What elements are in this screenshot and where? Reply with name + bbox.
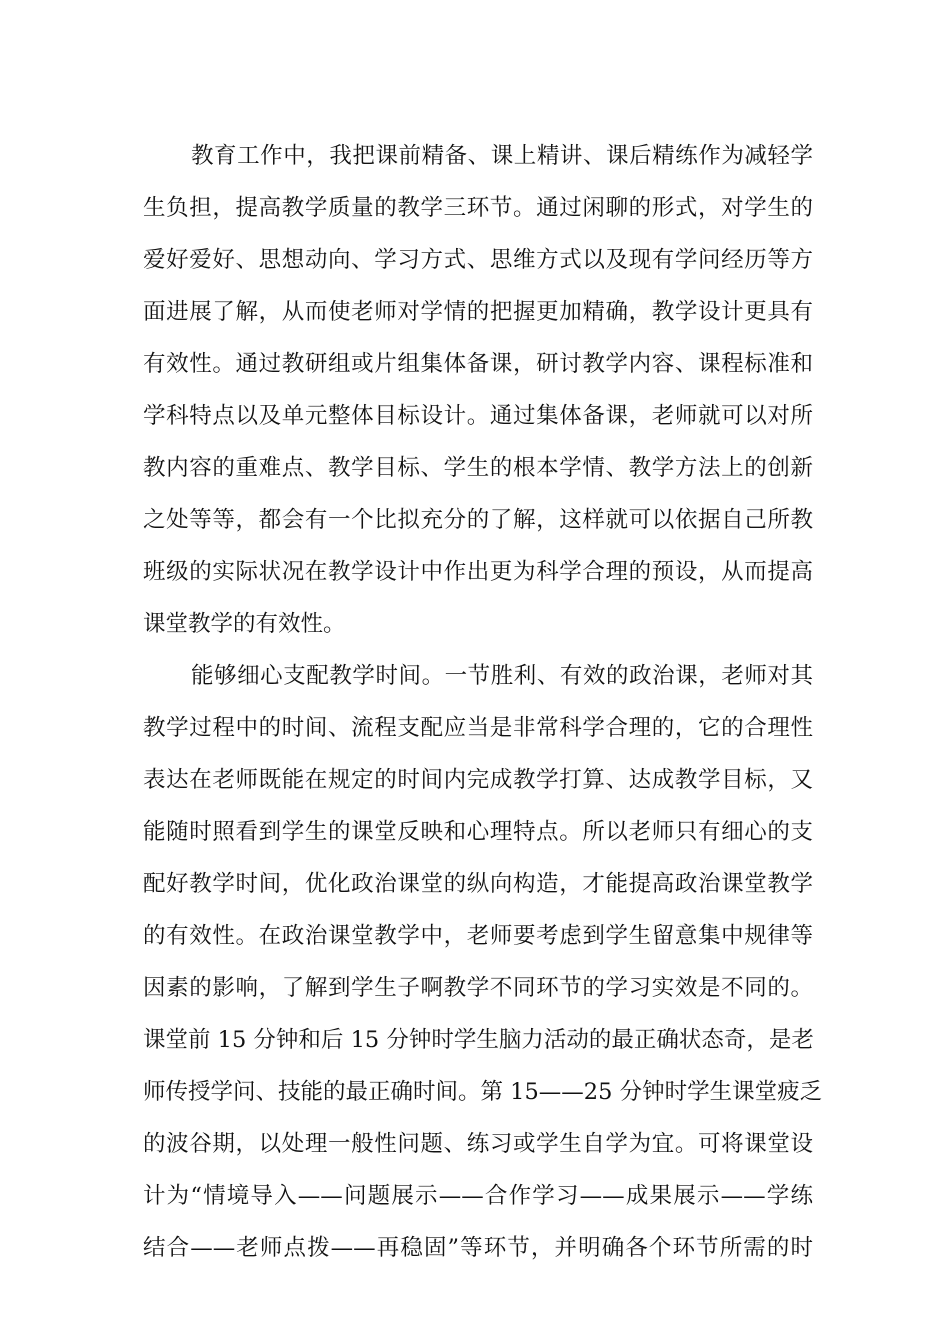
text-line: 师传授学问、技能的最正确时间。第 15——25 分钟时学生课堂疲乏 (143, 1079, 823, 1105)
text-line: 生负担，提高教学质量的教学三环节。通过闲聊的形式，对学生的 (143, 195, 813, 221)
text-line: 教育工作中，我把课前精备、课上精讲、课后精练作为减轻学 (191, 143, 813, 169)
text-line: 的波谷期，以处理一般性问题、练习或学生自学为宜。可将课堂设 (143, 1131, 813, 1157)
paragraph-1 (143, 130, 813, 650)
text-line: 教学过程中的时间、流程支配应当是非常科学合理的，它的合理性 (143, 715, 813, 741)
text-line: 能随时照看到学生的课堂反映和心理特点。所以老师只有细心的支 (143, 819, 813, 845)
text-line: 的有效性。在政治课堂教学中，老师要考虑到学生留意集中规律等 (143, 923, 813, 949)
body-text (143, 130, 823, 1274)
text-line: 课堂前 15 分钟和后 15 分钟时学生脑力活动的最正确状态奇，是老 (143, 1027, 814, 1053)
text-line: 因素的影响，了解到学生子啊教学不同环节的学习实效是不同的。 (143, 975, 813, 1001)
text-line: 计为“情境导入——问题展示——合作学习——成果展示——学练 (143, 1183, 813, 1209)
paragraph-2 (143, 650, 823, 1274)
text-line: 结合——老师点拨——再稳固”等环节，并明确各个环节所需的时 (143, 1235, 813, 1261)
text-line: 班级的实际状况在教学设计中作出更为科学合理的预设，从而提高 (143, 559, 813, 585)
text-line: 面进展了解，从而使老师对学情的把握更加精确，教学设计更具有 (143, 299, 813, 325)
text-line: 配好教学时间，优化政治课堂的纵向构造，才能提高政治课堂教学 (143, 871, 813, 897)
text-line: 表达在老师既能在规定的时间内完成教学打算、达成教学目标，又 (143, 767, 813, 793)
text-line: 课堂教学的有效性。 (143, 611, 346, 637)
text-line: 能够细心支配教学时间。一节胜利、有效的政治课，老师对其 (191, 663, 813, 689)
text-line: 之处等等，都会有一个比拟充分的了解，这样就可以依据自己所教 (143, 507, 813, 533)
text-line: 学科特点以及单元整体目标设计。通过集体备课，老师就可以对所 (143, 403, 813, 429)
text-line: 有效性。通过教研组或片组集体备课，研讨教学内容、课程标准和 (143, 351, 813, 377)
text-line: 爱好爱好、思想动向、学习方式、思维方式以及现有学问经历等方 (143, 247, 813, 273)
text-line: 教内容的重难点、教学目标、学生的根本学情、教学方法上的创新 (143, 455, 813, 481)
